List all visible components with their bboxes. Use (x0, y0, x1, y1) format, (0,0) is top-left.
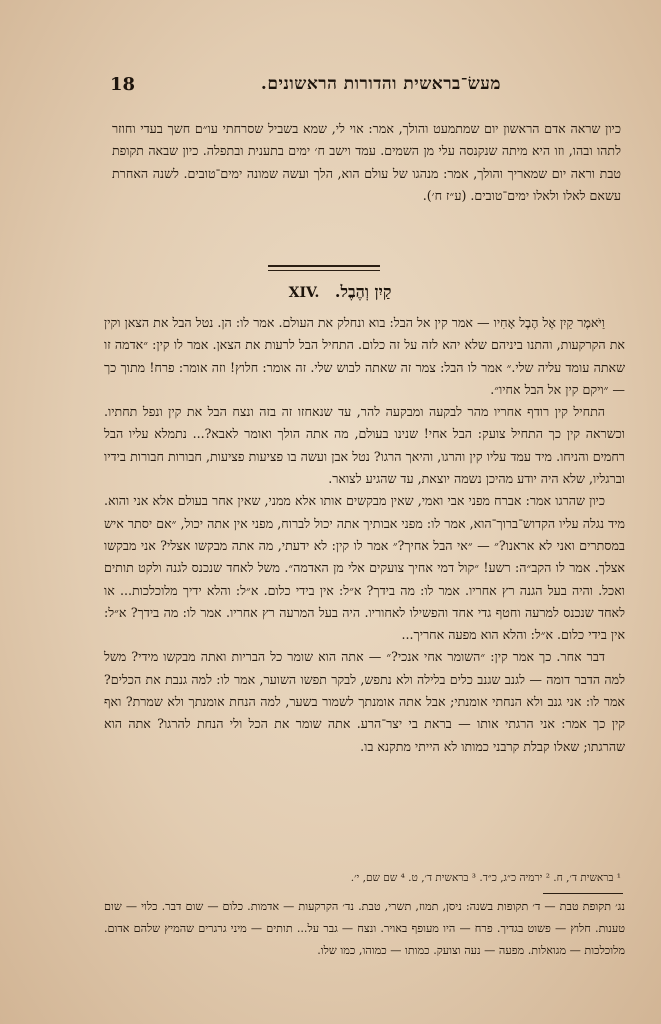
glossary-footnotes: נג׳ תקופת טבת — ד׳ תקופות בשנה: ניסן, תמוז, תשרי, טבת. נד׳ הקרקעות — אדמות. כלום — שום דבר. כלוי — שום טענות. חלוץ — פשוט בגדיך. פרח — היו מעופף באויר. ונצח — גבר על... תותים — מיני גרגרים שהמיץ שלהם אדום. מלוכלכות — מגואלות. מפעה — נעה וצועק. כמותו — כמוהו, כמו שלו. (104, 900, 625, 957)
running-title: מעשׂ־בראשית והדורות הראשונים. (260, 74, 501, 94)
footnote-divider (543, 893, 623, 894)
section-title: קַיִן וְהֶבֶל. (334, 282, 392, 301)
paragraph: וַיֹּאמֶר קַיִן אֶל הֶבֶל אָחִיו — אמר קין אל הבל: בוא ונחלק את העולם. אמר לו: הן. נטל הבל את הצאן וקין את הקרקעות, והתנו ביניהם שלא יהא לזה על זה כלום. התחיל הבל לרעות את הצאן. אמר לו קין: ״אדמה זו שאתה עומד עליה שלי.״ אמר לו הבל: צמר זה שאתה לבוש שלי. זה אומר: חלוץ! וזה אומר: פרח! מתוך כך — ״ויקם קין אל הבל אחיו״. (104, 315, 625, 397)
paragraph: התחיל קין רודף אחריו מהר לבקעה ומבקעה להר, עד שנאחזו זה בזה ונצח הבל את קין ונפל תחתיו. וכשראה קין כך התחיל צועק: הבל אחי! שנינו בעולם, מה אתה הולך ואומר לאבא?... נתמלא עליו הבל רחמים והניחו. מיד עמד עליו קין והרגו, והיאך הרגו? נטל אבן ועשה בו פציעות פציעות, חבורות חבורות בידיו וברגליו, שלא היה יודע מהיכן נשמה יוצאת, עד שהגיע לצואר. (104, 404, 625, 487)
section-number: XIV. (288, 285, 320, 301)
page-header (110, 70, 621, 100)
page-number: 18 (110, 74, 136, 95)
paragraph: כיון שהרגו אמר: אברח מפני אבי ואמי, שאין מבקשים אותו אלא ממני, שאין אחר בעולם אלא אני והוא. מיד נגלה עליו הקדוש־ברוך־הוא, אמר לו: מפני אבותיך אתה יכול לברוח, מפני אין אתה יכול, ״אם יסתר איש במסתרים ואני לא אראנו?״ — ״אי הבל אחיך?״ אמר לו קין: לא ידעתי, מה אתה מבקשו אצלי? אני מבקשו אצלך. אמר לו הקב״ה: רשע! ״קול דמי אחיך צועקים אלי מן האדמה״. משל לאחד שנכנס לגנה ולקט תותים ואכל. והיה בעל הגנה רץ אחריו. אמר לו: מה בידך? א״ל: אין בידי כלום. א״ל: והלא ידיך מלוכלכות... או לאחד שנכנס למרעה וחטף גדי אחד והפשילו לאחוריו. היה בעל המרעה רץ אחריו. אמר לו: מה בידך? א״ל: אין בידי כלום. א״ל: והלא הוא מפעה אחריך... (104, 493, 625, 643)
section-divider (268, 265, 380, 271)
main-text (104, 312, 625, 758)
intro-paragraph: כיון שראה אדם הראשון יום שמתמעט והולך, אמר: אוי לי, שמא בשביל שסרחתי עו״ם חשך בעדי וחוזר לתהו ובהו, וזו היא מיתה שנקנסה עלי מן השמים. עמד וישב ח׳ ימים בתענית ובתפלה. כיון שבאה תקופת טבת וראה יום שמאריך והולך, אמר: מנהגו של עולם הוא, הלך ועשה שמונה ימים־טובים. לשנה האחרת עשאם לאלו ולאלו ימים־טובים. (ע״ז ח׳). (112, 121, 621, 203)
source-references: ¹ בראשית ד׳, ח. ² ירמיה כ״ג, כ״ד. ³ בראשית ד׳, ט. ⁴ שם שם, י׳. (350, 872, 621, 884)
section-heading (250, 282, 430, 310)
paragraph: דבר אחר. כך אמר קין: ״השומר אחי אנכי?״ — אתה הוא שומר כל הבריות ואתה מבקשו מידי? משל למה הדבר דומה — לגנב שגנב כלים בלילה ולא נתפש, לבקר תפשו השוער, אמר לו: למה גנבת את הכלים? אמר לו: אני גנב ולא הנחתי אומנתי; אבל אתה אומנתך לשמור בשער, למה הנחת אומנתך ולא שמרת? ואף קין כך אמר: אני הרגתי אותו — בראת בי יצר־הרע. אתה שומר את הכל ולי הנחת להרגו? אתה הוא שהרגתו; שאלו קבלת קרבני כמותו לא הייתי מתקנא בו. (104, 649, 625, 754)
